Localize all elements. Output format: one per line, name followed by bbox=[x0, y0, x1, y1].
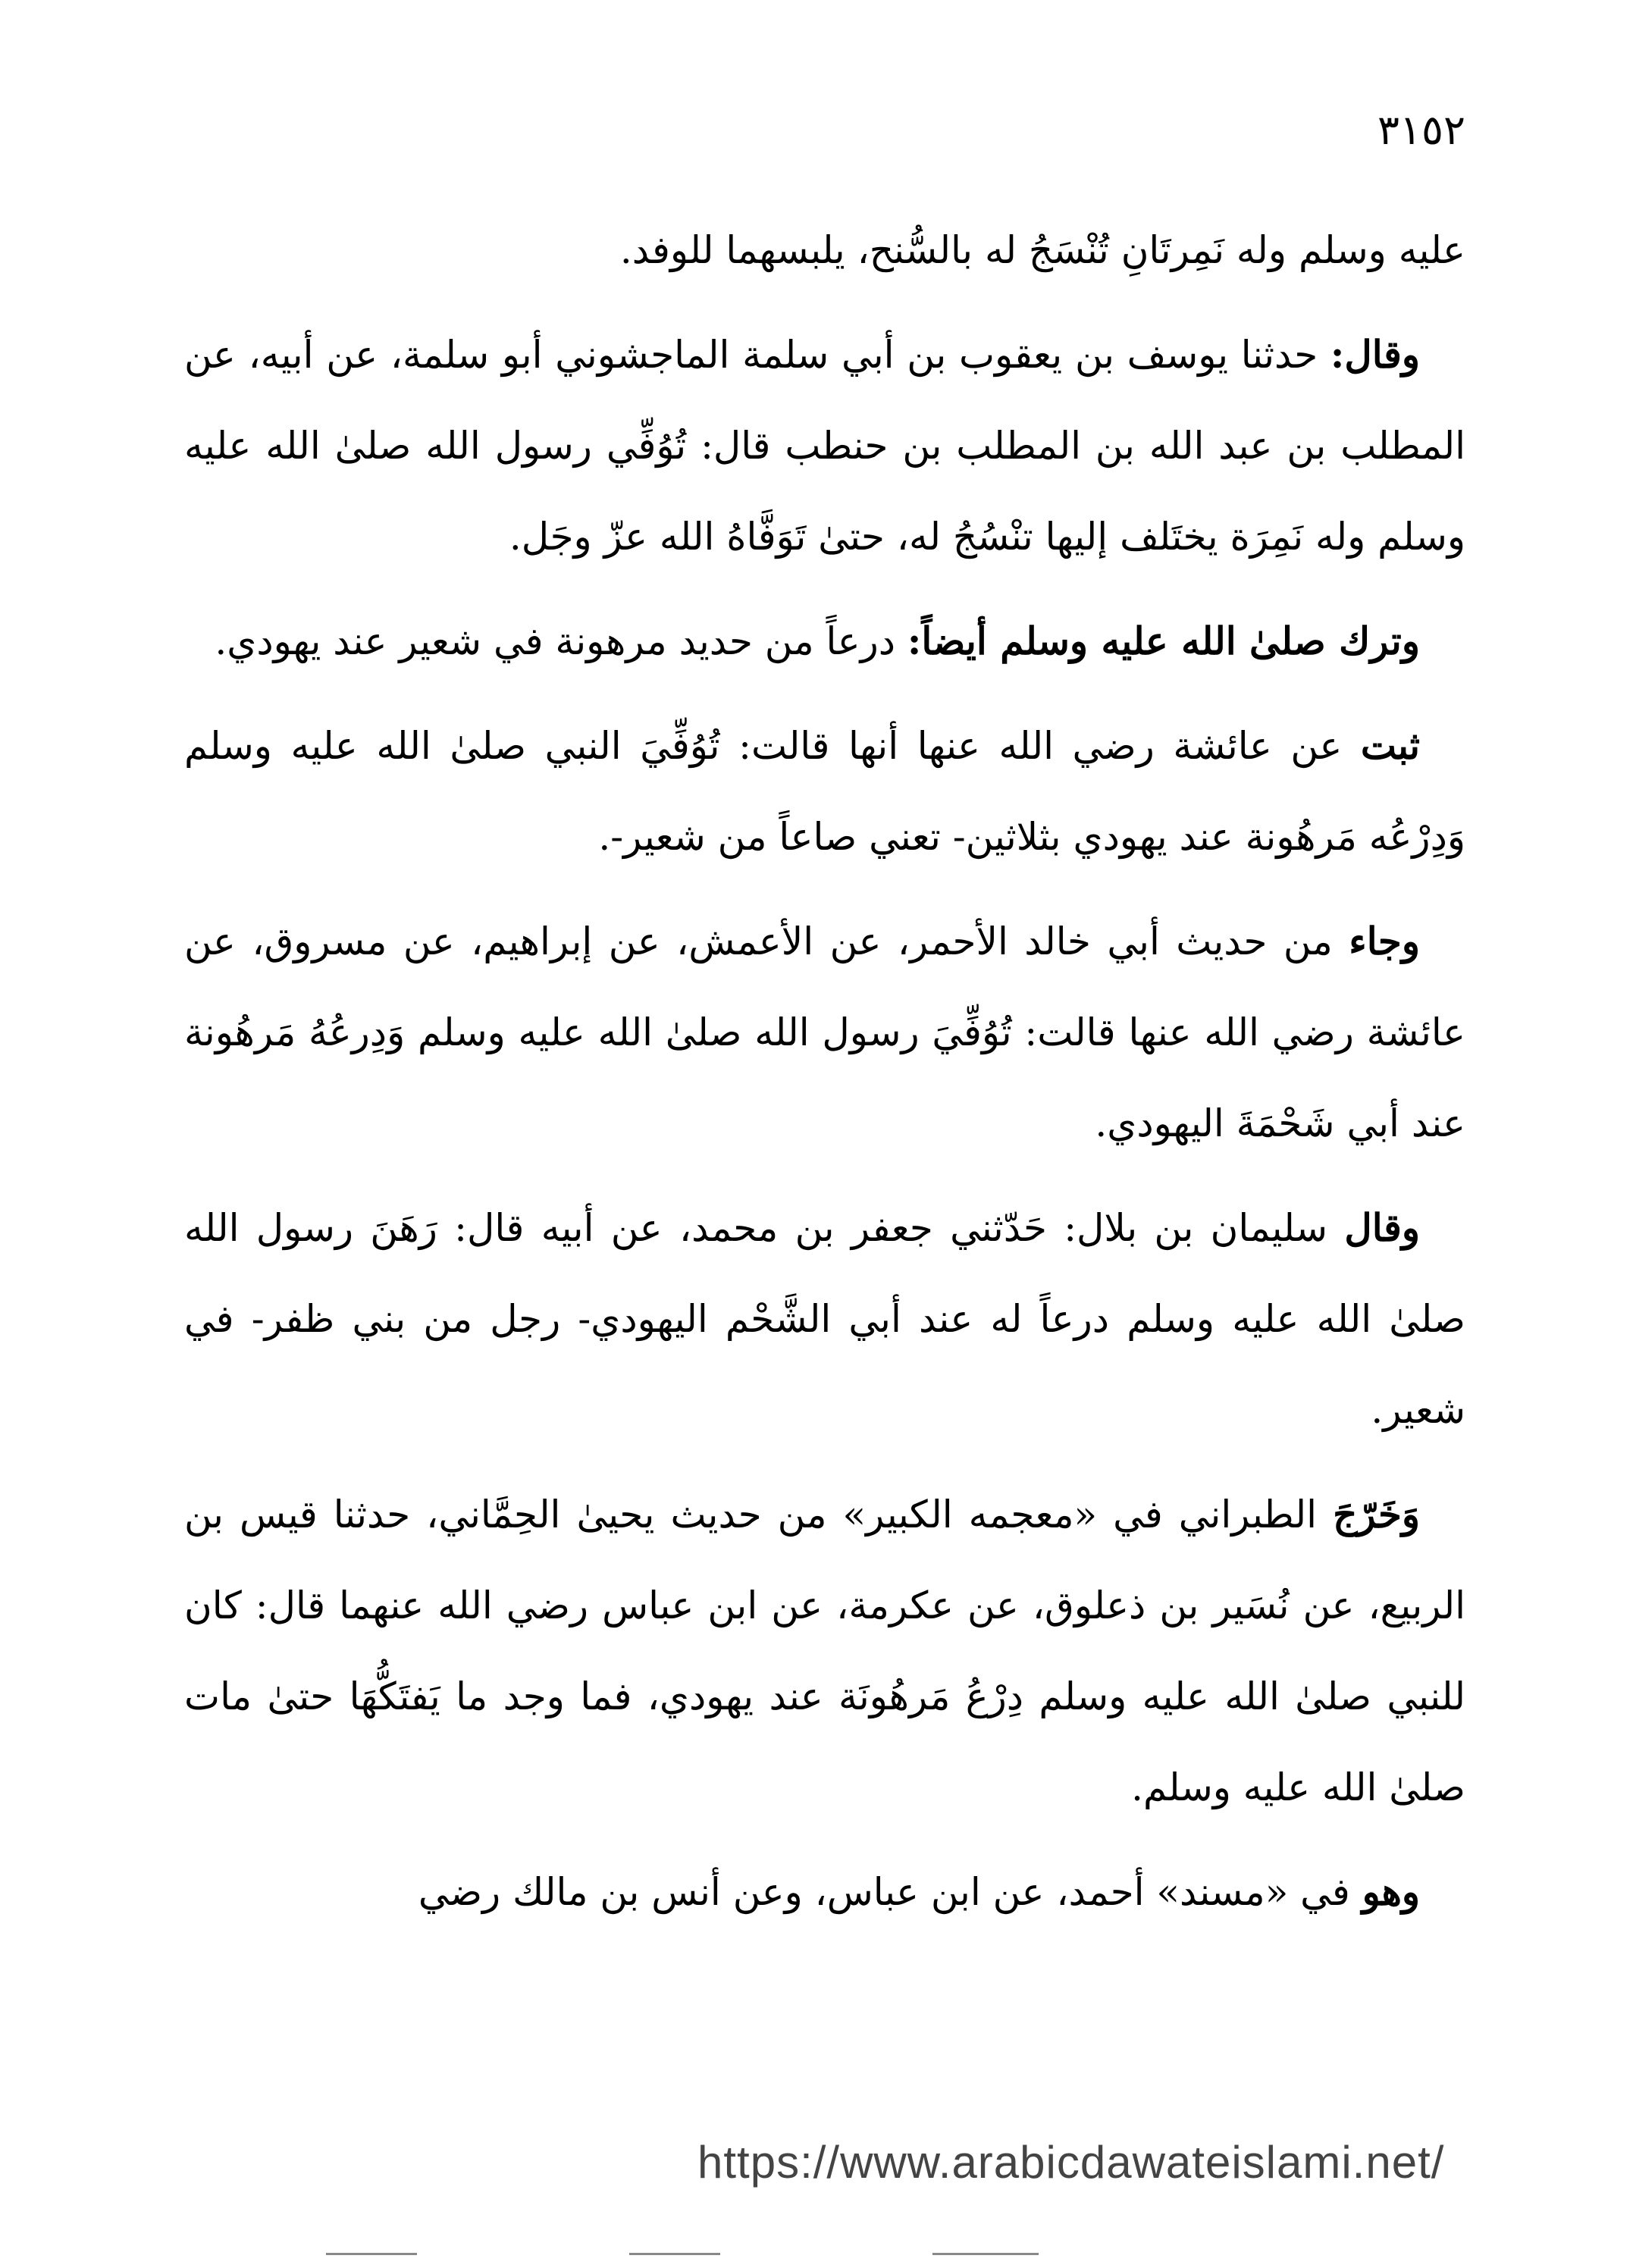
paragraph-2 bbox=[184, 309, 1465, 582]
paragraph-1 bbox=[184, 205, 1465, 296]
footer-rule-left bbox=[326, 2253, 417, 2255]
watermark-url: https://www.arabicdawateislami.net/ bbox=[697, 2137, 1445, 2188]
paragraph-text: في «مسند» أحمد، عن ابن عباس، وعن أنس بن مالك رضي bbox=[418, 1870, 1362, 1914]
paragraph-7 bbox=[184, 1469, 1465, 1833]
paragraph-5 bbox=[184, 896, 1465, 1169]
paragraph-lead: وقال bbox=[1344, 1205, 1420, 1250]
page-number: ٣١٥٢ bbox=[1377, 106, 1465, 154]
paragraph-lead: وجاء bbox=[1349, 919, 1420, 963]
paragraph-lead: وقال: bbox=[1330, 332, 1420, 377]
paragraph-lead: وهو bbox=[1362, 1869, 1420, 1914]
paragraph-text: درعاً من حديد مرهونة في شعير عند يهودي. bbox=[215, 619, 907, 663]
paragraph-lead: ثبت bbox=[1360, 723, 1420, 768]
paragraph-text: من حديث أبي خالد الأحمر، عن الأعمش، عن إبراهيم، عن مسروق، عن عائشة رضي الله عنها قالت: تُوُفِّيَ رسول الله صلىٰ الله عليه وسلم وَدِرعُهُ مَرهُونة عند أبي شَحْمَةَ اليهودي. bbox=[184, 919, 1465, 1145]
footer-rule-center bbox=[629, 2253, 720, 2255]
paragraph-3 bbox=[184, 596, 1465, 687]
paragraph-text: الطبراني في «معجمه الكبير» من حديث يحيىٰ الحِمَّاني، حدثنا قيس بن الربيع، عن نُسَير بن ذعلوق، عن عكرمة، عن ابن عباس رضي الله عنهما قال: كان للنبي صلىٰ الله عليه وسلم دِرْعُ مَرهُونَة عند يهودي، فما وجد ما يَفتَكُّهَا حتىٰ مات صلىٰ الله عليه وسلم. bbox=[184, 1493, 1465, 1809]
paragraph-lead: وَخَرّجَ bbox=[1333, 1492, 1420, 1537]
paragraph-text: سليمان بن بلال: حَدّثني جعفر بن محمد، عن أبيه قال: رَهَنَ رسول الله صلىٰ الله عليه وسلم درعاً له عند أبي الشَّحْم اليهودي- رجل من بني ظفر- في شعير. bbox=[184, 1206, 1465, 1432]
paragraph-text: عليه وسلم وله نَمِرتَانِ تُنْسَجُ له بالسُّنح، يلبسهما للوفد. bbox=[619, 228, 1465, 272]
body-text bbox=[184, 205, 1465, 1951]
paragraph-8 bbox=[184, 1847, 1465, 1938]
paragraph-text: حدثنا يوسف بن يعقوب بن أبي سلمة الماجشوني أبو سلمة، عن أبيه، عن المطلب بن عبد الله بن المطلب بن حنطب قال: تُوُفِّي رسول الله صلىٰ الله عليه وسلم وله نَمِرَة يختَلف إليها تنْسُجُ له، حتىٰ تَوَفَّاهُ الله عزّ وجَل. bbox=[184, 333, 1465, 559]
paragraph-4 bbox=[184, 700, 1465, 882]
paragraph-text: عن عائشة رضي الله عنها أنها قالت: تُوُفِّيَ النبي صلىٰ الله عليه وسلم وَدِرْعُه مَرهُونة عند يهودي بثلاثين- تعني صاعاً من شعير-. bbox=[184, 724, 1465, 859]
paragraph-lead: وترك صلىٰ الله عليه وسلم أيضاً: bbox=[907, 619, 1420, 663]
footer-rule-right bbox=[932, 2253, 1039, 2255]
paragraph-6 bbox=[184, 1183, 1465, 1455]
